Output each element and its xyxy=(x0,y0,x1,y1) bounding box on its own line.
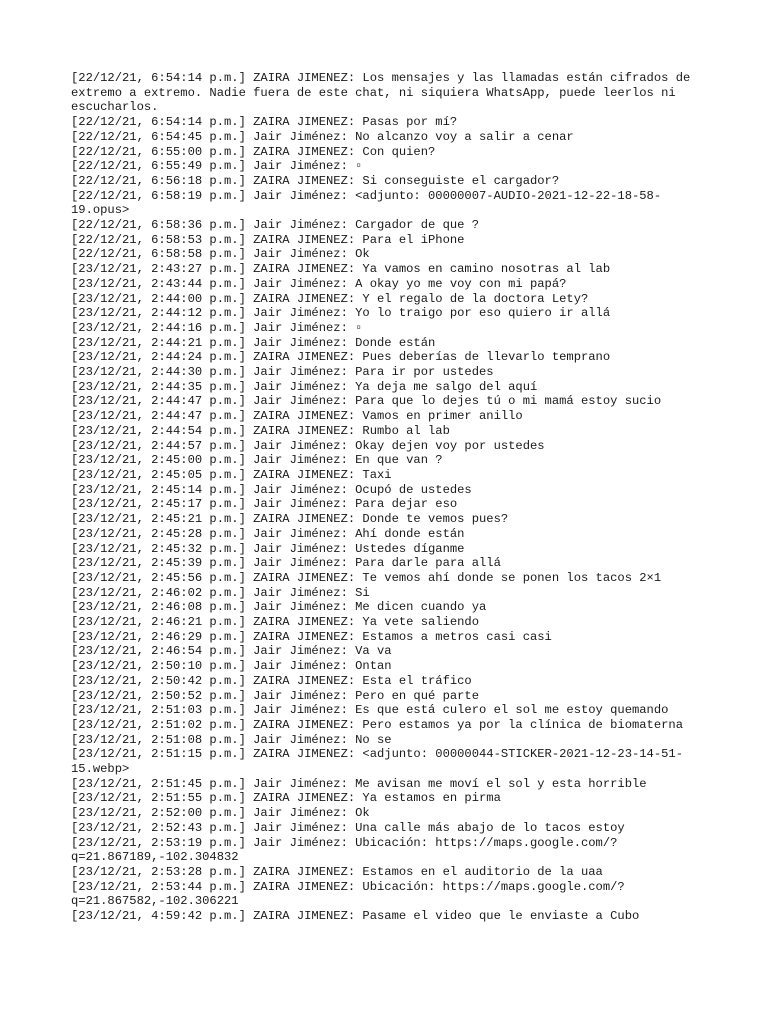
chat-message-line: [23/12/21, 2:44:47 p.m.] Jair Jiménez: Para que lo dejes tú o mi mamá estoy sucio xyxy=(71,394,662,409)
chat-message-line: [23/12/21, 2:43:44 p.m.] Jair Jiménez: A okay yo me voy con mi papá? xyxy=(71,276,567,291)
chat-message-line: [23/12/21, 2:44:21 p.m.] Jair Jiménez: Donde están xyxy=(71,335,436,350)
chat-message-line: [23/12/21, 2:51:03 p.m.] Jair Jiménez: Es que está culero el sol me estoy quemando xyxy=(71,703,669,718)
chat-message-line: [23/12/21, 2:52:00 p.m.] Jair Jiménez: Ok xyxy=(71,806,370,821)
chat-message-line: [23/12/21, 2:45:21 p.m.] ZAIRA JIMENEZ: Donde te vemos pues? xyxy=(71,512,509,527)
chat-message-line: [23/12/21, 2:44:47 p.m.] ZAIRA JIMENEZ: Vamos en primer anillo xyxy=(71,409,523,424)
chat-message-line: [23/12/21, 2:45:14 p.m.] Jair Jiménez: Ocupó de ustedes xyxy=(71,482,472,497)
chat-message-line: [23/12/21, 2:46:21 p.m.] ZAIRA JIMENEZ: Ya vete saliendo xyxy=(71,615,479,630)
chat-message-line: [22/12/21, 6:55:00 p.m.] ZAIRA JIMENEZ: Con quien? xyxy=(71,144,436,159)
chat-message-line: [23/12/21, 2:45:05 p.m.] ZAIRA JIMENEZ: Taxi xyxy=(71,467,392,482)
chat-message-line: [23/12/21, 2:45:39 p.m.] Jair Jiménez: Para darle para allá xyxy=(71,556,501,571)
chat-message-line: [23/12/21, 2:46:02 p.m.] Jair Jiménez: Si xyxy=(71,585,370,600)
chat-message-line: [22/12/21, 6:56:18 p.m.] ZAIRA JIMENEZ: Si conseguiste el cargador? xyxy=(71,173,560,188)
chat-message-line: [23/12/21, 2:46:54 p.m.] Jair Jiménez: Va va xyxy=(71,644,392,659)
chat-message-line: [23/12/21, 2:44:35 p.m.] Jair Jiménez: Ya deja me salgo del aquí xyxy=(71,379,538,394)
chat-message-line: [23/12/21, 2:52:43 p.m.] Jair Jiménez: Una calle más abajo de lo tacos estoy xyxy=(71,820,625,835)
chat-message-line: [22/12/21, 6:58:36 p.m.] Jair Jiménez: Cargador de que ? xyxy=(71,218,479,233)
chat-message-line: [23/12/21, 2:51:15 p.m.] ZAIRA JIMENEZ: <adjunto: 00000044-STICKER-2021-12-23-14-51-15.webp> xyxy=(71,747,683,777)
chat-message-line: [23/12/21, 2:50:42 p.m.] ZAIRA JIMENEZ: Esta el tráfico xyxy=(71,673,472,688)
chat-message-line: [22/12/21, 6:55:49 p.m.] Jair Jiménez: ▫ xyxy=(71,159,363,174)
chat-message-line: [23/12/21, 2:44:24 p.m.] ZAIRA JIMENEZ: Pues deberías de llevarlo temprano xyxy=(71,350,611,365)
chat-message-line: [23/12/21, 2:51:45 p.m.] Jair Jiménez: Me avisan me moví el sol y esta horrible xyxy=(71,776,647,791)
chat-message-line: [23/12/21, 2:44:12 p.m.] Jair Jiménez: Yo lo traigo por eso quiero ir allá xyxy=(71,306,611,321)
chat-message-line: [23/12/21, 2:45:32 p.m.] Jair Jiménez: Ustedes díganme xyxy=(71,541,465,556)
chat-message-line: [23/12/21, 2:53:19 p.m.] Jair Jiménez: Ubicación: https://maps.google.com/?q=21.867189,-102.304832 xyxy=(71,835,618,865)
chat-message-line: [23/12/21, 2:51:08 p.m.] Jair Jiménez: No se xyxy=(71,732,392,747)
chat-transcript xyxy=(71,71,711,924)
chat-message-line: [23/12/21, 2:44:16 p.m.] Jair Jiménez: ▫ xyxy=(71,320,363,335)
chat-message-line: [22/12/21, 6:54:14 p.m.] ZAIRA JIMENEZ: Los mensajes y las llamadas están cifrados de extremo a extremo. Nadie fuera de este chat, ni siquiera WhatsApp, puede leerlos ni escucharlos. xyxy=(71,71,698,115)
chat-message-line: [23/12/21, 2:44:00 p.m.] ZAIRA JIMENEZ: Y el regalo de la doctora Lety? xyxy=(71,291,589,306)
chat-message-line: [23/12/21, 2:45:56 p.m.] ZAIRA JIMENEZ: Te vemos ahí donde se ponen los tacos 2×1 xyxy=(71,570,662,585)
chat-message-line: [23/12/21, 2:44:30 p.m.] Jair Jiménez: Para ir por ustedes xyxy=(71,365,494,380)
chat-message-line: [22/12/21, 6:54:14 p.m.] ZAIRA JIMENEZ: Pasas por mí? xyxy=(71,115,458,130)
chat-message-line: [23/12/21, 2:45:17 p.m.] Jair Jiménez: Para dejar eso xyxy=(71,497,458,512)
chat-message-line: [23/12/21, 2:50:52 p.m.] Jair Jiménez: Pero en qué parte xyxy=(71,688,479,703)
chat-message-line: [23/12/21, 2:46:08 p.m.] Jair Jiménez: Me dicen cuando ya xyxy=(71,600,487,615)
chat-message-line: [22/12/21, 6:54:45 p.m.] Jair Jiménez: No alcanzo voy a salir a cenar xyxy=(71,129,574,144)
chat-message-line: [23/12/21, 2:51:55 p.m.] ZAIRA JIMENEZ: Ya estamos en pirma xyxy=(71,791,501,806)
chat-message-line: [22/12/21, 6:58:58 p.m.] Jair Jiménez: Ok xyxy=(71,247,370,262)
chat-message-line: [23/12/21, 2:53:28 p.m.] ZAIRA JIMENEZ: Estamos en el auditorio de la uaa xyxy=(71,864,603,879)
chat-message-line: [23/12/21, 2:44:54 p.m.] ZAIRA JIMENEZ: Rumbo al lab xyxy=(71,423,450,438)
chat-message-line: [22/12/21, 6:58:53 p.m.] ZAIRA JIMENEZ: Para el iPhone xyxy=(71,232,465,247)
chat-message-line: [23/12/21, 2:46:29 p.m.] ZAIRA JIMENEZ: Estamos a metros casi casi xyxy=(71,629,552,644)
chat-message-line: [23/12/21, 2:53:44 p.m.] ZAIRA JIMENEZ: Ubicación: https://maps.google.com/?q=21.867582,-102.306221 xyxy=(71,879,625,909)
chat-message-line: [23/12/21, 2:43:27 p.m.] ZAIRA JIMENEZ: Ya vamos en camino nosotras al lab xyxy=(71,262,611,277)
chat-message-line: [22/12/21, 6:58:19 p.m.] Jair Jiménez: <adjunto: 00000007-AUDIO-2021-12-22-18-58-19.opus> xyxy=(71,188,662,218)
chat-message-line: [23/12/21, 4:59:42 p.m.] ZAIRA JIMENEZ: Pasame el video que le enviaste a Cubo xyxy=(71,909,640,924)
chat-message-line: [23/12/21, 2:50:10 p.m.] Jair Jiménez: Ontan xyxy=(71,659,392,674)
chat-message-line: [23/12/21, 2:44:57 p.m.] Jair Jiménez: Okay dejen voy por ustedes xyxy=(71,438,545,453)
chat-message-line: [23/12/21, 2:45:28 p.m.] Jair Jiménez: Ahí donde están xyxy=(71,526,465,541)
chat-message-line: [23/12/21, 2:45:00 p.m.] Jair Jiménez: En que van ? xyxy=(71,453,443,468)
chat-message-line: [23/12/21, 2:51:02 p.m.] ZAIRA JIMENEZ: Pero estamos ya por la clínica de biomaterna xyxy=(71,717,683,732)
